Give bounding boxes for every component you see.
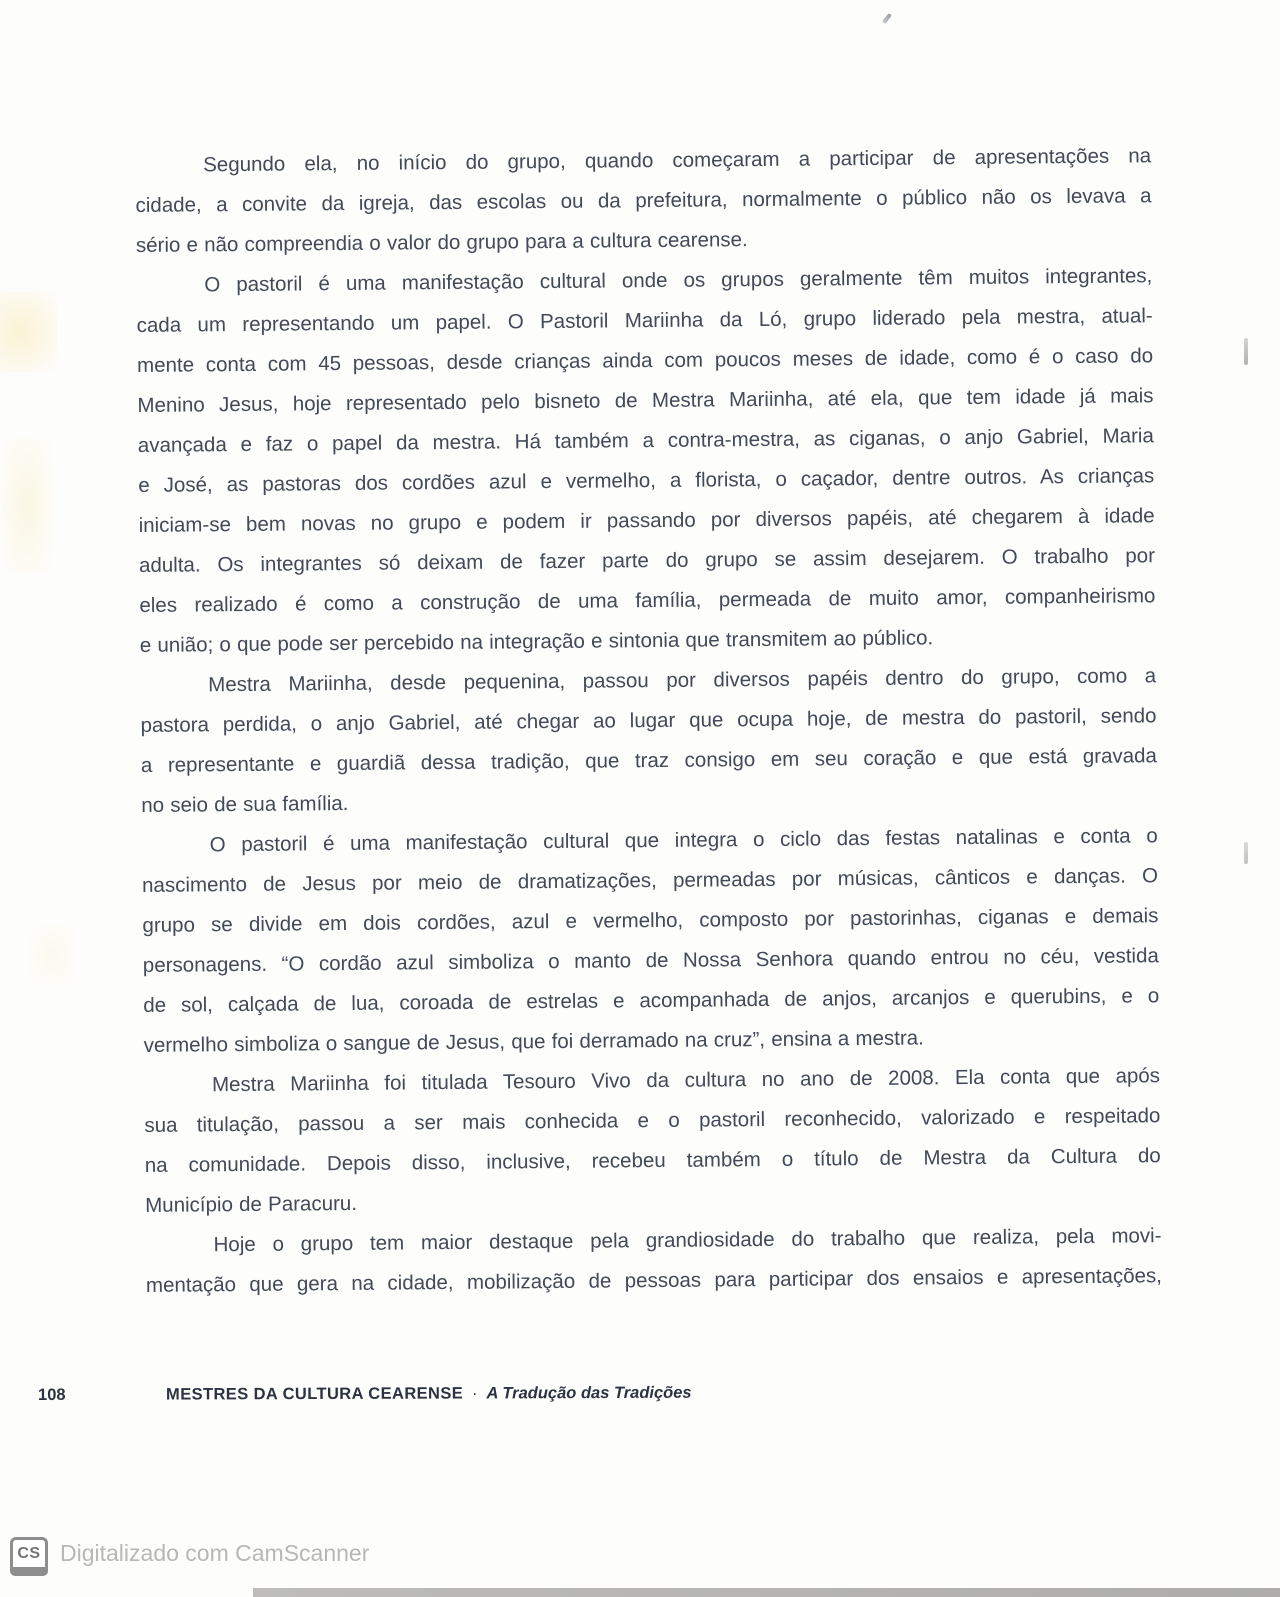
text-line: O pastoril é uma manifestação cultural que integra o ciclo das festas natalinas e conta o: [209, 824, 1158, 857]
paragraph: [135, 136, 1152, 266]
text-line: na comunidade. Depois disso, inclusive, recebeu também o título de Mestra da Cultura do: [144, 1144, 1161, 1177]
text-line: de sol, calçada de lua, coroada de estrelas e acompanhada de anjos, arcanjos e querubins, e o: [143, 984, 1160, 1017]
scan-bottom-edge: [253, 1588, 1280, 1597]
text-line: mentação que gera na cidade, mobilização de pessoas para participar dos ensaios e apresentações,: [145, 1264, 1163, 1297]
text-line: cidade, a convite da igreja, das escolas ou da prefeitura, normalmente o público não os levava a: [135, 184, 1152, 217]
page-edge-mark: [1244, 842, 1248, 864]
text-line: e união; o que pode ser percebido na integração e sintonia que transmitem ao público.: [139, 626, 934, 657]
text-line: cada um representando um papel. O Pastoril Mariinha da Ló, grupo liderado pela mestra, atual-: [136, 304, 1153, 337]
text-line: pastora perdida, o anjo Gabriel, até chegar ao lugar que ocupa hoje, de mestra do pastoril, sendo: [140, 704, 1157, 737]
text-line: personagens. “O cordão azul simboliza o manto de Nossa Senhora quando entrou no céu, vestida: [142, 944, 1159, 977]
text-line: avançada e faz o papel da mestra. Há também a contra-mestra, as ciganas, o anjo Gabriel, Maria: [137, 424, 1154, 457]
text-line: Mestra Mariinha foi titulada Tesouro Vivo da cultura no ano de 2008. Ela conta que após: [211, 1064, 1161, 1097]
text-line: Município de Paracuru.: [145, 1191, 358, 1217]
camscanner-watermark: [10, 1537, 369, 1570]
text-line: eles realizado é como a construção de uma família, permeada de muito amor, companheirismo: [139, 584, 1156, 617]
text-line: Mestra Mariinha, desde pequenina, passou por diversos papéis dentro do grupo, como a: [208, 664, 1157, 697]
text-line: a representante e guardiã dessa tradição, que traz consigo em seu coração e que está gravada: [140, 744, 1158, 777]
page-edge-mark: [1244, 338, 1248, 365]
text-line: O pastoril é uma manifestação cultural onde os grupos geralmente têm muitos integrantes,: [204, 264, 1153, 297]
scan-smudge: [30, 925, 75, 985]
text-line: Hoje o grupo tem maior destaque pela grandiosidade do trabalho que realiza, pela movi-: [213, 1224, 1162, 1257]
paragraph: [142, 816, 1160, 1066]
scan-smudge: [2, 438, 52, 573]
paragraph: [136, 256, 1156, 666]
page-number: 108: [38, 1385, 66, 1404]
paragraph: [140, 656, 1157, 826]
footer-book-title: MESTRES DA CULTURA CEARENSE: [165, 1384, 464, 1404]
text-line: vermelho simboliza o sangue de Jesus, que foi derramado na cruz”, ensina a mestra.: [143, 1026, 924, 1057]
text-line: Menino Jesus, hoje representado pelo bisneto de Mestra Mariinha, até ela, que tem idade já mais: [137, 384, 1154, 417]
text-line: sua titulação, passou a ser mais conhecida e o pastoril reconhecido, valorizado e respeitado: [144, 1104, 1161, 1137]
footer-separator: ·: [472, 1385, 478, 1403]
paragraph: [145, 1216, 1162, 1306]
text-line: Segundo ela, no início do grupo, quando começaram a participar de apresentações na: [203, 144, 1152, 177]
footer-book-subtitle: A Tradução das Tradições: [486, 1383, 692, 1403]
camscanner-watermark-text: Digitalizado com CamScanner: [60, 1540, 370, 1566]
page-footer: [38, 1382, 1138, 1405]
text-line: mente conta com 45 pessoas, desde crianças ainda com poucos meses de idade, como é o caso do: [136, 344, 1154, 377]
text-line: sério e não compreendia o valor do grupo para a cultura cearense.: [135, 228, 748, 257]
text-line: e José, as pastoras dos cordões azul e vermelho, a florista, o caçador, dentre outros. As crianças: [138, 464, 1155, 497]
text-line: nascimento de Jesus por meio de dramatizações, permeadas por músicas, cânticos e danças. O: [141, 864, 1159, 897]
camscanner-icon: CS: [10, 1537, 48, 1570]
text-line: grupo se divide em dois cordões, azul e vermelho, composto por pastorinhas, ciganas e demais: [142, 904, 1159, 937]
text-line: iniciam-se bem novas no grupo e podem ir passando por diversos papéis, até chegarem à idade: [138, 504, 1155, 537]
text-line: adulta. Os integrantes só deixam de fazer parte do grupo se assim desejarem. O trabalho por: [138, 544, 1156, 577]
text-line: no seio de sua família.: [141, 791, 349, 817]
paragraph: [144, 1056, 1161, 1226]
scan-speck: [882, 13, 892, 24]
body-text: [135, 136, 1162, 1306]
scan-smudge: [0, 292, 57, 372]
